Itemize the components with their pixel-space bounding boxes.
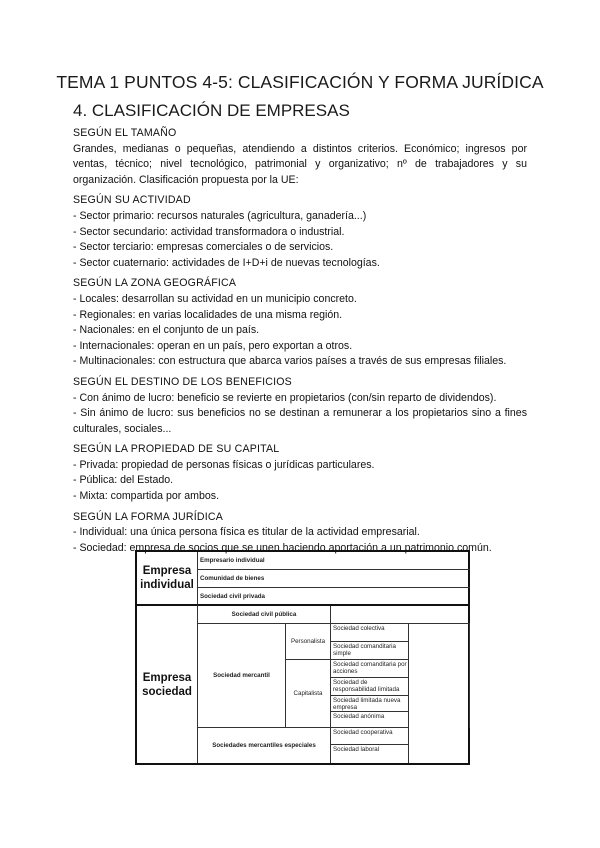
section-subtitle: 4. CLASIFICACIÓN DE EMPRESAS [73,101,350,120]
sociedad-civil-publica: Sociedad civil pública [198,606,331,624]
paragraph-tamano: Grandes, medianas o pequeñas, atendiendo a distintos criterios. Económico; ingresos por ventas, técnico; nivel tecnológico, patrimonial y organizativo; nº de trabajadores y su organización. Clasificación propuesta por la UE: [73,142,527,186]
list-item: - Sector primario: recursos naturales (agricultura, ganadería...) [73,209,367,222]
list-item: - Sector terciario: empresas comerciales o de servicios. [73,241,334,254]
heading-zona: SEGÚN LA ZONA GEOGRÁFICA [73,277,237,290]
heading-tamano: SEGÚN EL TAMAÑO [73,127,177,139]
list-item: - Sociedad: empresa de socios que se unen haciendo aportación a un patrimonio común. [73,541,492,554]
list-item: - Sector secundario: actividad transformadora o industrial. [73,225,345,238]
list-item: - Mixta: compartida por ambos. [73,490,220,503]
document-title: TEMA 1 PUNTOS 4-5: CLASIFICACIÓN Y FORMA JURÍDICA [56,72,544,92]
list-item: - Regionales: en varias localidades de una misma región. [73,308,343,321]
table-row: Comunidad de bienes [198,570,470,588]
list-item: - Pública: del Estado. [73,474,174,487]
table-row: Sociedad colectiva [331,624,408,642]
table-row: Empresario individual [198,552,470,570]
empresa-sociedad-label: Empresa sociedad [137,606,198,763]
table-row: Sociedad comanditaria simple [331,642,408,660]
empresa-individual-label: Empresa individual [137,552,198,606]
list-item: - Multinacionales: con estructura que abarca varios países a través de sus empresas filiales. [73,355,507,368]
classification-table [135,550,470,765]
empty-cell [331,606,470,624]
sociedades-especiales: Sociedades mercantiles especiales [198,728,331,763]
list-item: - Individual: una única persona física es titular de la actividad empresarial. [73,526,420,539]
table-row: Sociedad laboral [333,746,380,753]
table-row: Sociedad limitada nueva empresa [331,696,408,712]
list-item: - Sin ánimo de lucro: sus beneficios no se destinan a remunerar a los propietarios sino a fines culturales, sociales... [73,407,527,435]
blank-column [408,728,470,763]
list-item: - Internacionales: operan en un país, pero exportan a otros. [73,339,353,352]
table-row: Sociedad comanditaria por acciones [331,660,408,678]
table-row: Sociedad de responsabilidad limitada [331,678,408,696]
heading-capital: SEGÚN LA PROPIEDAD DE SU CAPITAL [73,443,280,456]
blank-column [408,624,470,728]
heading-forma: SEGÚN LA FORMA JURÍDICA [73,510,223,523]
table-row: Sociedad cooperativa [331,728,408,745]
personalista-label: Personalista [286,624,331,660]
heading-actividad: SEGÚN SU ACTIVIDAD [73,194,191,207]
list-item: - Sector cuaternario: actividades de I+D+i de nuevas tecnologías. [73,256,380,269]
table-row: Sociedad civil privada [198,588,470,606]
table-row: Sociedad anónima [331,712,408,728]
list-item: - Nacionales: en el conjunto de un país. [73,324,260,337]
capitalista-label: Capitalista [286,660,331,728]
list-item: - Locales: desarrollan su actividad en un municipio concreto. [73,292,357,305]
sociedad-mercantil: Sociedad mercantil [198,624,286,728]
document-body [73,126,527,556]
list-item: - Privada: propiedad de personas físicas o jurídicas particulares. [73,458,375,471]
list-item: - Con ánimo de lucro: beneficio se revierte en propietarios (con/sin reparto de dividendos). [73,391,497,404]
heading-beneficios: SEGÚN EL DESTINO DE LOS BENEFICIOS [73,375,292,388]
